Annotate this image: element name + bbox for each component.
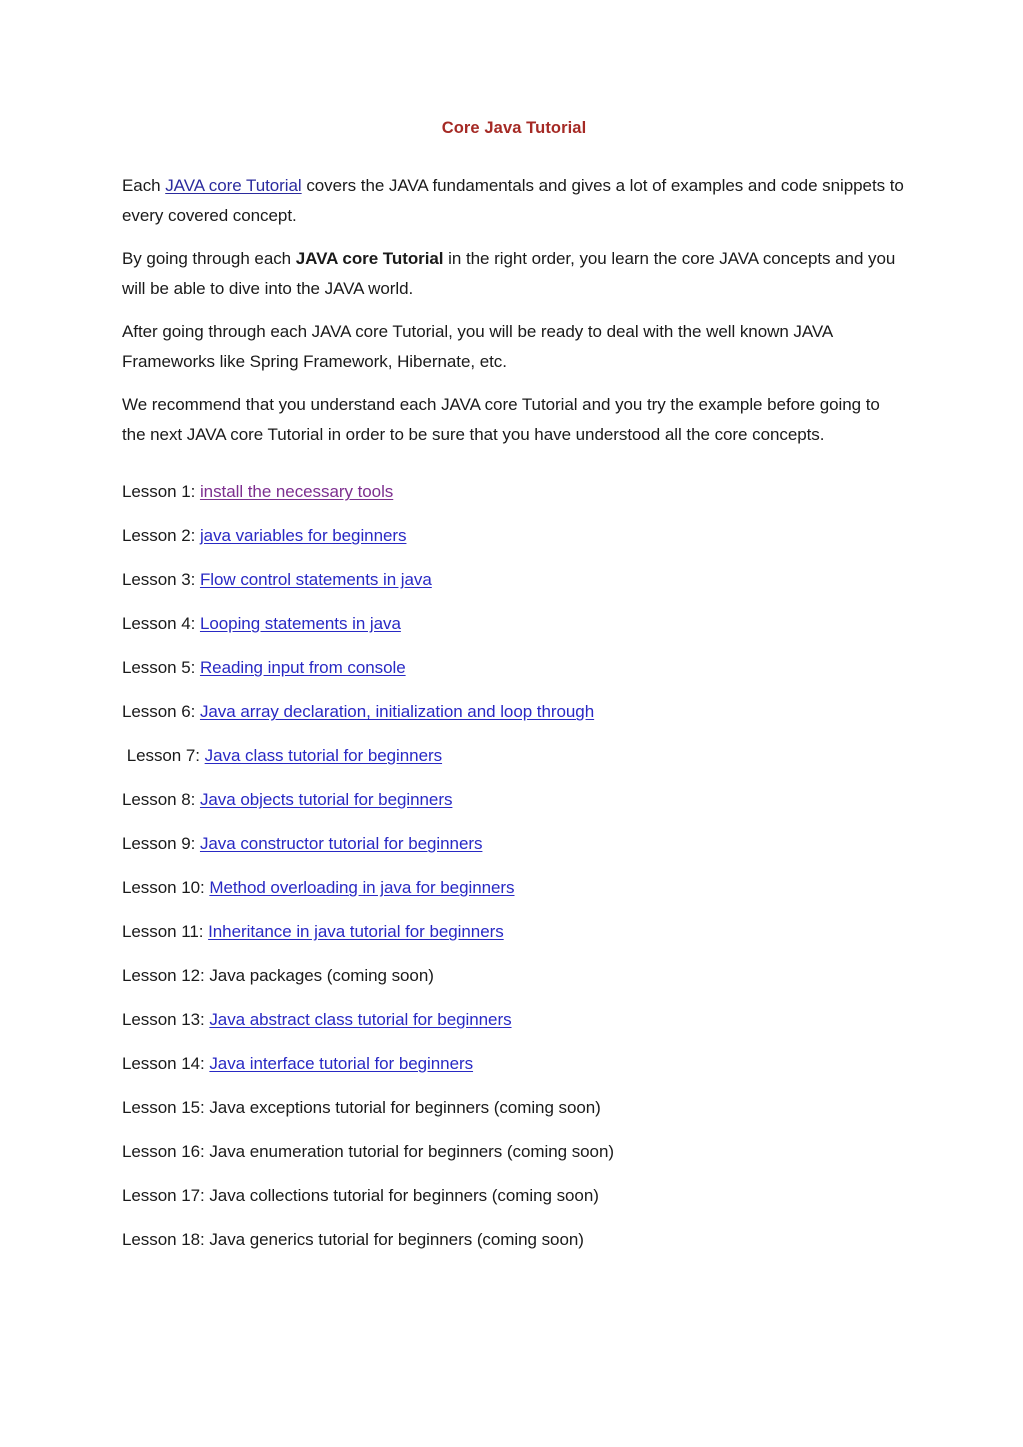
lesson-plain-text: Java enumeration tutorial for beginners (coming soon) — [209, 1142, 614, 1162]
lesson-list — [122, 477, 906, 1254]
lesson-plain-text: Java exceptions tutorial for beginners (coming soon) — [209, 1098, 601, 1118]
list-item — [122, 697, 906, 726]
paragraph-order — [122, 244, 906, 303]
lesson-plain-text: Java packages (coming soon) — [209, 966, 434, 986]
list-item — [122, 477, 906, 506]
paragraph-frameworks: After going through each JAVA core Tutorial, you will be ready to deal with the well known JAVA Frameworks like Spring Framework, Hibernate, etc. — [122, 322, 833, 371]
lesson-link[interactable]: Method overloading in java for beginners — [209, 878, 515, 898]
list-item — [122, 1225, 906, 1254]
lesson-label: Lesson 17: — [122, 1186, 210, 1206]
list-item — [122, 829, 906, 858]
list-item — [122, 873, 906, 902]
list-item — [122, 609, 906, 638]
lesson-label: Lesson 15: — [122, 1098, 210, 1118]
paragraph-order-text-after: in the right order, you learn the core JAVA concepts and you will be able to dive into the JAVA world. — [122, 249, 896, 298]
list-item — [122, 521, 906, 550]
paragraph-order-bold: JAVA core Tutorial — [295, 249, 444, 269]
java-core-tutorial-link[interactable]: JAVA core Tutorial — [165, 176, 302, 196]
document-content — [122, 118, 906, 1254]
lesson-label: Lesson 10: — [122, 878, 210, 898]
lesson-label: Lesson 2: — [122, 526, 200, 546]
lesson-label: Lesson 5: — [122, 658, 200, 678]
lesson-label: Lesson 8: — [122, 790, 200, 810]
list-item — [122, 653, 906, 682]
lesson-label: Lesson 7: — [122, 746, 205, 766]
lesson-link[interactable]: Flow control statements in java — [199, 570, 432, 590]
lesson-link[interactable]: Java constructor tutorial for beginners — [199, 834, 483, 854]
lesson-link[interactable]: java variables for beginners — [199, 526, 407, 546]
lesson-link[interactable]: Reading input from console — [199, 658, 406, 678]
lesson-link[interactable]: Java abstract class tutorial for beginners — [209, 1010, 512, 1030]
lesson-label: Lesson 11: — [122, 922, 209, 942]
lesson-label: Lesson 16: — [122, 1142, 210, 1162]
lesson-link[interactable]: Java interface tutorial for beginners — [209, 1054, 474, 1074]
list-item — [122, 741, 906, 770]
lesson-plain-text: Java generics tutorial for beginners (coming soon) — [209, 1230, 584, 1250]
lesson-label: Lesson 12: — [122, 966, 210, 986]
list-item — [122, 785, 906, 814]
lesson-label: Lesson 14: — [122, 1054, 210, 1074]
lesson-label: Lesson 6: — [122, 702, 200, 722]
list-item — [122, 1137, 906, 1166]
lesson-label: Lesson 9: — [122, 834, 200, 854]
paragraph-intro-text-before: Each — [122, 176, 166, 196]
paragraph-recommendation: We recommend that you understand each JAVA core Tutorial and you try the example before going to the next JAVA core Tutorial in order to be sure that you have understood all the core concepts. — [122, 395, 880, 444]
lesson-label: Lesson 18: — [122, 1230, 210, 1250]
lesson-label: Lesson 13: — [122, 1010, 210, 1030]
lesson-link[interactable]: Java class tutorial for beginners — [204, 746, 443, 766]
lesson-link[interactable]: Looping statements in java — [199, 614, 401, 634]
list-item — [122, 1005, 906, 1034]
lesson-label: Lesson 4: — [122, 614, 200, 634]
paragraph-intro-text-after: covers the JAVA fundamentals and gives a lot of examples and code snippets to every covered concept. — [122, 176, 904, 225]
list-item — [122, 1181, 906, 1210]
lesson-label: Lesson 3: — [122, 570, 200, 590]
list-item — [122, 917, 906, 946]
lesson-link[interactable]: install the necessary tools — [199, 482, 394, 502]
lesson-link[interactable]: Java objects tutorial for beginners — [199, 790, 453, 810]
lesson-plain-text: Java collections tutorial for beginners (coming soon) — [209, 1186, 599, 1206]
paragraph-intro — [122, 171, 906, 230]
list-item — [122, 1093, 906, 1122]
lesson-link[interactable]: Inheritance in java tutorial for beginners — [208, 922, 504, 942]
list-item — [122, 1049, 906, 1078]
list-item — [122, 565, 906, 594]
list-item — [122, 961, 906, 990]
page-title: Core Java Tutorial — [441, 119, 587, 137]
paragraph-order-text-before: By going through each — [122, 249, 296, 269]
lesson-label: Lesson 1: — [122, 482, 200, 502]
lesson-link[interactable]: Java array declaration, initialization and loop through — [199, 702, 595, 722]
